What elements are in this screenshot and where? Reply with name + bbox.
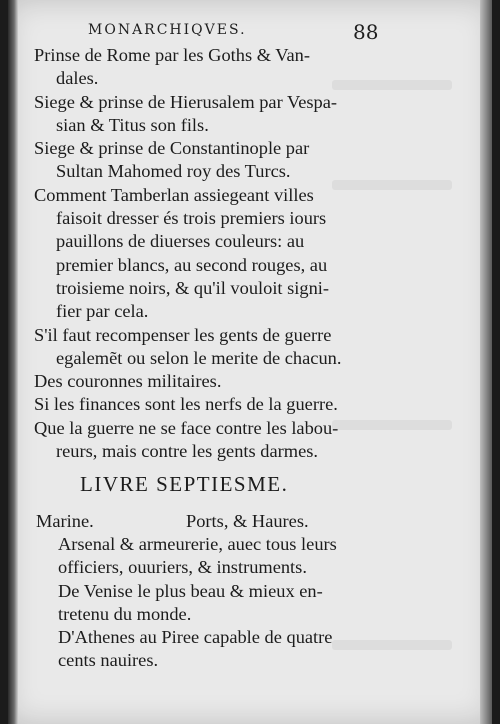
toc-entry <box>34 393 384 416</box>
page-number: 88 <box>353 20 379 44</box>
page-edge-shadow <box>480 0 492 724</box>
toc-entry <box>34 370 384 393</box>
entry-line: Siege & prinse de Hierusalem par Vespa- <box>34 91 338 112</box>
toc-entry <box>36 626 396 672</box>
entry-marine: Marine. <box>36 511 94 531</box>
entry-line: D'Athenes au Piree capable de quatre <box>58 627 333 648</box>
entry-line: Si les finances sont les nerfs de la guerre. <box>34 394 338 415</box>
entry-line: pauillons de diuerses couleurs: au <box>56 231 305 252</box>
entry-line: cents nauires. <box>58 650 159 671</box>
entry-line: reurs, mais contre les gents darmes. <box>56 441 318 462</box>
entry-line: Des couronnes militaires. <box>34 371 222 392</box>
toc-entry <box>36 533 396 579</box>
toc-entry <box>36 580 396 626</box>
entry-line: officiers, ouuriers, & instruments. <box>58 557 307 578</box>
toc-entry <box>34 137 384 184</box>
entry-line: S'il faut recompenser les gents de guerre <box>34 324 332 345</box>
book-page <box>8 0 492 724</box>
toc-entry <box>34 91 384 138</box>
entry-line: faisoit dresser és trois premiers iours <box>56 208 327 229</box>
page-gutter-shadow <box>8 0 18 724</box>
entry-ports: Ports, & Haures. <box>186 511 309 531</box>
toc-entry <box>34 324 384 371</box>
toc-entry <box>36 510 396 533</box>
toc-entry <box>34 44 384 91</box>
entry-line: Que la guerre ne se face contre les labou- <box>34 417 339 438</box>
entry-line: Sultan Mahomed roy des Turcs. <box>56 161 291 182</box>
table-of-contents <box>34 44 384 463</box>
entry-line: dales. <box>56 68 99 89</box>
entry-line: sian & Titus son fils. <box>56 114 209 135</box>
running-head: MONARCHIQVES. <box>88 22 247 38</box>
book-seven-contents <box>36 510 396 672</box>
entry-line: Prinse de Rome par les Goths & Van- <box>34 45 310 65</box>
entry-line: De Venise le plus beau & mieux en- <box>58 580 323 601</box>
toc-entry <box>34 184 384 324</box>
entry-line: troisieme noirs, & qu'il vouloit signi- <box>56 277 330 298</box>
entry-line: Comment Tamberlan assiegeant villes <box>34 184 314 205</box>
entry-line: tretenu du monde. <box>58 603 192 624</box>
toc-entry <box>34 417 384 464</box>
book-heading: LIVRE SEPTIESME. <box>80 472 289 496</box>
entry-line: fier par cela. <box>56 301 149 322</box>
entry-line: egalemẽt ou selon le merite de chacun. <box>56 347 342 368</box>
entry-line: Siege & prinse de Constantinople par <box>34 138 310 159</box>
entry-line: Arsenal & armeurerie, auec tous leurs <box>58 534 337 555</box>
entry-line: premier blancs, au second rouges, au <box>56 254 328 275</box>
